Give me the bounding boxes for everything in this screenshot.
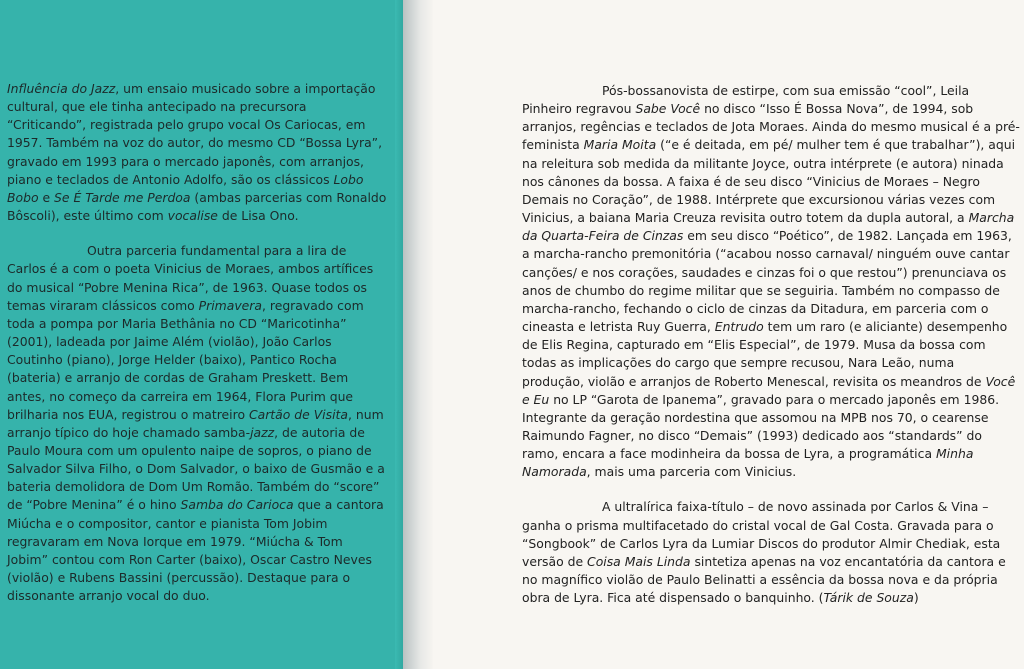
text-run: Maria Moita <box>583 137 657 153</box>
text-run: em seu disco “Poético”, de 1982. Lançada em 1963, a marcha-rancho premonitória (“acabou nosso carnaval/ ninguém ouve cantar canções/ e nos corações, saudades e cinzas foi o que restou”) prenunciava os anos de chumbo do regime militar que se seguiria. Também no compasso de marcha-rancho, fechando o ciclo de cinzas da Ditadura, em parceria com o cineasta e letrista Ruy Guerra, <box>522 228 1012 335</box>
right-paragraph-2 <box>522 498 1020 607</box>
left-paragraph-1 <box>7 80 387 225</box>
text-run: , mais uma parceria com Vinicius. <box>586 464 797 480</box>
text-run: Tárik de Souza <box>823 590 914 606</box>
text-run: Você e Eu <box>522 373 1016 407</box>
left-text-column <box>7 80 387 605</box>
text-run: Minha Namorada <box>522 446 974 480</box>
text-run: (“e é deitada, em pé/ mulher tem é que trabalhar”), aqui na releitura sob medida da militante Joyce, outra intérprete (e autora) ninada nos cânones da bossa. A faixa é de seu disco “Vinicius de Moraes – Negro Demais no Coração”, de 1988. Intérprete que excursionou várias vezes com Vinicius, a baiana Maria Creuza revisita outro totem da dupla autoral, a <box>522 137 1016 226</box>
text-run: que a cantora Miúcha e o compositor, cantor e pianista Tom Jobim regravaram em Nova Iorque em 1979. “Miúcha & Tom Jobim” contou com Ron Carter (baixo), Oscar Castro Neves (violão) e Rubens Bassini (percussão). Destaque para o dissonante arranjo vocal do duo. <box>7 497 384 604</box>
text-run: , um ensaio musicado sobre a importação cultural, que ele tinha antecipado na precursora “Criticando”, registrada pelo grupo vocal Os Cariocas, em 1957. Também na voz do autor, do mesmo CD “Bossa Lyra”, gravado em 1993 para o mercado japonês, com arranjos, piano e teclados de Antonio Adolfo, são os clássicos <box>7 81 383 187</box>
text-run: Samba do Carioca <box>180 497 294 513</box>
text-run: Sabe Você <box>635 101 701 117</box>
right-paragraph-1 <box>522 82 1020 481</box>
text-run: Primavera <box>198 297 262 313</box>
text-run: Marcha da Quarta-Feira de Cinzas <box>522 210 1015 244</box>
text-run: jazz <box>250 424 275 440</box>
text-run: tem um raro (e aliciante) desempenho de Elis Regina, capturado em “Elis Especial”, de 1979. Musa da bossa com todas as implicações do cargo que sempre recusou, Nara Leão, numa produção, violão e arranjos de Roberto Menescal, revisita os meandros de <box>522 319 1008 389</box>
text-run: no LP “Garota de Ipanema”, gravado para o mercado japonês em 1986. Integrante da geração nordestina que assomou na MPB nos 70, o cearense Raimundo Fagner, no disco “Demais” (1993) dedicado aos “standards” do ramo, encara a face modinheira da bossa de Lyra, a programática <box>522 391 1000 462</box>
text-run: ) <box>913 590 919 606</box>
text-run: Outra parceria fundamental para a lira de Carlos é a com o poeta Vinicius de Moraes, ambos artífices do musical “Pobre Menina Rica”, de 1963. Quase todos os temas viraram clássicos como <box>7 243 374 313</box>
text-run: Coisa Mais Linda <box>587 553 691 569</box>
text-run: (ambas parcerias com Ronaldo Bôscoli), este último com <box>7 189 387 224</box>
text-run: de Lisa Ono. <box>217 208 299 224</box>
text-run: , num arranjo típico do hoje chamado samba- <box>7 406 384 440</box>
text-run: A ultralírica faixa-título – de novo assinada por Carlos & Vina – ganha o prisma multifacetado do cristal vocal de Gal Costa. Gravada para o “Songbook” de Carlos Lyra da Lumiar Discos do produtor Almir Chediak, esta versão de <box>522 499 1001 569</box>
left-paragraph-2 <box>7 242 387 605</box>
text-run: sintetiza apenas na voz encantatória da cantora e no magnífico violão de Paulo Belinatti a essência da bossa nova e da própria obra de Lyra. Fica até dispensado o banquinho. ( <box>522 553 1006 606</box>
text-run: Influência do Jazz <box>7 81 116 96</box>
text-run: Pós-bossanovista de estirpe, com sua emissão “cool”, Leila Pinheiro regravou <box>522 83 970 117</box>
page-fold-shadow <box>403 0 433 669</box>
text-run: e <box>38 189 55 205</box>
text-run: Entrudo <box>714 319 764 335</box>
text-run: Se É Tarde me Perdoa <box>54 189 191 205</box>
text-run: , regravado com toda a pompa por Maria Bethânia no CD “Maricotinha” (2001), ladeada por Jaime Além (violão), João Carlos Coutinho (piano), Jorge Helder (baixo), Pantico Rocha (bateria) e arranjo de cordas de Graham Preskett. Bem antes, no começo da carreira em 1964, Flora Purim que brilharia nos EUA, registrou o matreiro <box>7 297 364 422</box>
text-run: Cartão de Visita <box>248 406 348 422</box>
right-text-column <box>522 82 1020 607</box>
text-run: Lobo Bobo <box>7 171 364 205</box>
text-run: , de autoria de Paulo Moura com um opulento naipe de sopros, o piano de Salvador Silva Filho, o Dom Salvador, o baixo de Gusmão e a bateria demolidora de Dom Um Romão. Também do “score” de “Pobre Menina” é o hino <box>7 424 385 513</box>
text-run: no disco “Isso É Bossa Nova”, de 1994, sob arranjos, regências e teclados de Jota Moraes. Ainda do mesmo musical é a pré-feminista <box>522 101 1020 153</box>
text-run: vocalise <box>167 208 218 224</box>
